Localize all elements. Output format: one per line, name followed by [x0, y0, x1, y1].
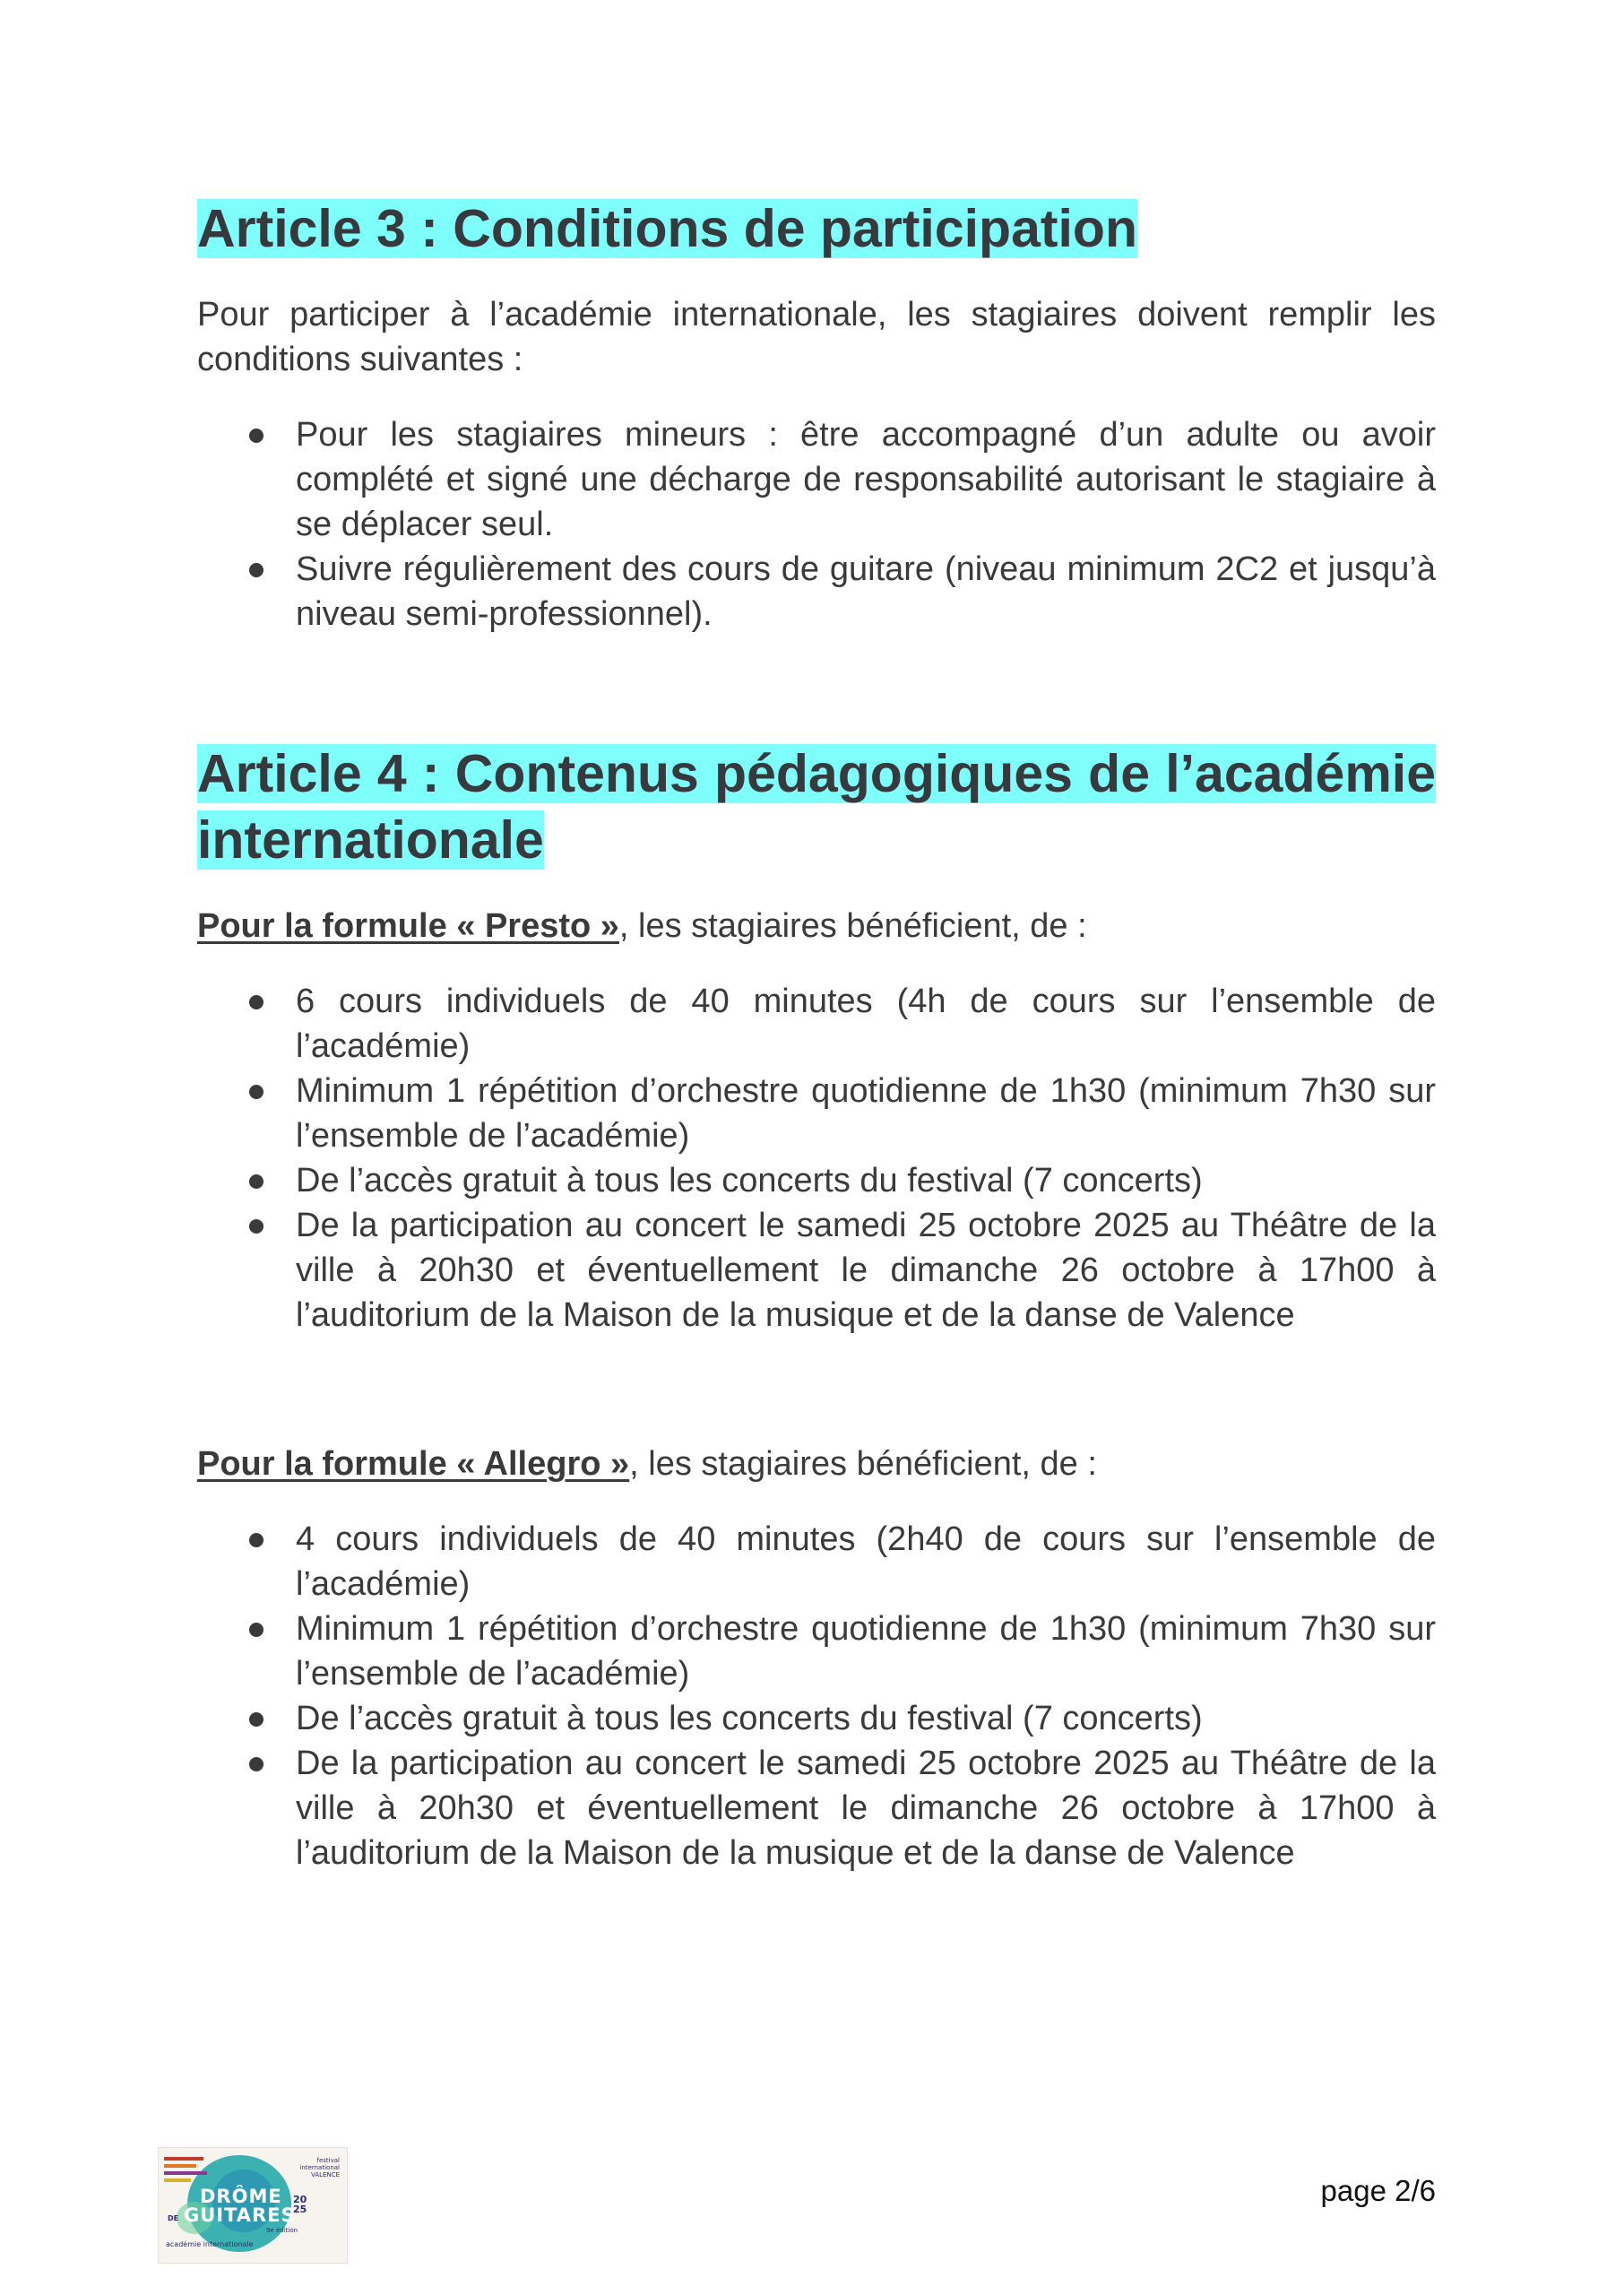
article-3-intro: Pour participer à l’académie internationale, les stagiaires doivent remplir les conditions suivantes : [197, 296, 1436, 378]
logo-year: 20 25 [293, 2194, 307, 2215]
logo-de: DE [168, 2214, 179, 2222]
article-3-body [197, 292, 1436, 382]
bullet-icon [249, 1085, 263, 1099]
article-3-conditions-list [197, 412, 1436, 637]
logo-stripe [164, 2164, 196, 2168]
bullet-icon [249, 995, 263, 1009]
allegro-block [197, 1442, 1436, 1486]
list-item: 6 cours individuels de 40 minutes (4h de cours sur l’ensemble de l’académie) [197, 979, 1436, 1069]
bullet-icon [249, 1533, 263, 1547]
presto-formula-label: Pour la formule « Presto » [197, 907, 619, 945]
page-number: page 2/6 [1320, 2174, 1436, 2207]
bullet-icon [249, 1623, 263, 1637]
bullet-icon [249, 1174, 263, 1189]
bullet-icon [249, 563, 263, 577]
logo-title-line2: GUITARES [184, 2204, 296, 2226]
logo-title-line1: DRÔME [200, 2186, 282, 2207]
article-4-section [197, 740, 1436, 873]
logo-stripe [164, 2157, 203, 2161]
allegro-benefits-list [197, 1517, 1436, 1875]
article-4-label: Article 4 : [197, 744, 440, 803]
presto-lead-rest: , les stagiaires bénéficient, de : [618, 907, 1087, 945]
bullet-icon [249, 429, 263, 443]
festival-logo [158, 2147, 348, 2264]
allegro-list-wrap [197, 1517, 1436, 1875]
presto-benefits-list [197, 979, 1436, 1338]
article-3-heading [197, 195, 1436, 262]
list-item: Pour les stagiaires mineurs : être accompagné d’un adulte ou avoir complété et signé une décharge de responsabilité autorisant le stagiaire à se déplacer seul. [197, 412, 1436, 547]
logo-stripe [164, 2171, 207, 2175]
presto-lead [197, 904, 1436, 948]
logo-festival-text: festival international VALENCE [299, 2157, 340, 2178]
logo-academy-text: académie internationale [166, 2240, 254, 2248]
bullet-icon [249, 1757, 263, 1771]
article-3-list [197, 412, 1436, 637]
list-item: De la participation au concert le samedi 25 octobre 2025 au Théâtre de la ville à 20h30 et éventuellement le dimanche 26 octobre à 17h00 à l’auditorium de la Maison de la musique et de la danse de Valence [197, 1741, 1436, 1875]
list-item: Minimum 1 répétition d’orchestre quotidienne de 1h30 (minimum 7h30 sur l’ensemble de l’académie) [197, 1069, 1436, 1158]
logo-edition: 9e édition [266, 2227, 298, 2234]
article-3-title: Conditions de participation [453, 199, 1137, 258]
list-item: 4 cours individuels de 40 minutes (2h40 de cours sur l’ensemble de l’académie) [197, 1517, 1436, 1606]
allegro-formula-label: Pour la formule « Allegro » [197, 1445, 630, 1483]
list-item: De l’accès gratuit à tous les concerts du festival (7 concerts) [197, 1158, 1436, 1203]
presto-block [197, 904, 1436, 948]
article-3-section [197, 195, 1436, 262]
allegro-lead [197, 1442, 1436, 1486]
list-item: Suivre régulièrement des cours de guitare (niveau minimum 2C2 et jusqu’à niveau semi-professionnel). [197, 547, 1436, 637]
allegro-lead-rest: , les stagiaires bénéficient, de : [629, 1445, 1097, 1483]
list-item: De l’accès gratuit à tous les concerts du festival (7 concerts) [197, 1696, 1436, 1741]
list-item: De la participation au concert le samedi 25 octobre 2025 au Théâtre de la ville à 20h30 et éventuellement le dimanche 26 octobre à 17h00 à l’auditorium de la Maison de la musique et de la danse de Valence [197, 1203, 1436, 1338]
presto-list-wrap [197, 979, 1436, 1338]
logo-stripe [164, 2178, 191, 2182]
bullet-icon [249, 1219, 263, 1234]
article-3-label: Article 3 : [197, 199, 438, 258]
article-4-title: Contenus pédagogiques de l’académie internationale [197, 744, 1437, 870]
bullet-icon [249, 1712, 263, 1727]
article-4-heading [197, 740, 1436, 873]
list-item: Minimum 1 répétition d’orchestre quotidienne de 1h30 (minimum 7h30 sur l’ensemble de l’académie) [197, 1606, 1436, 1696]
